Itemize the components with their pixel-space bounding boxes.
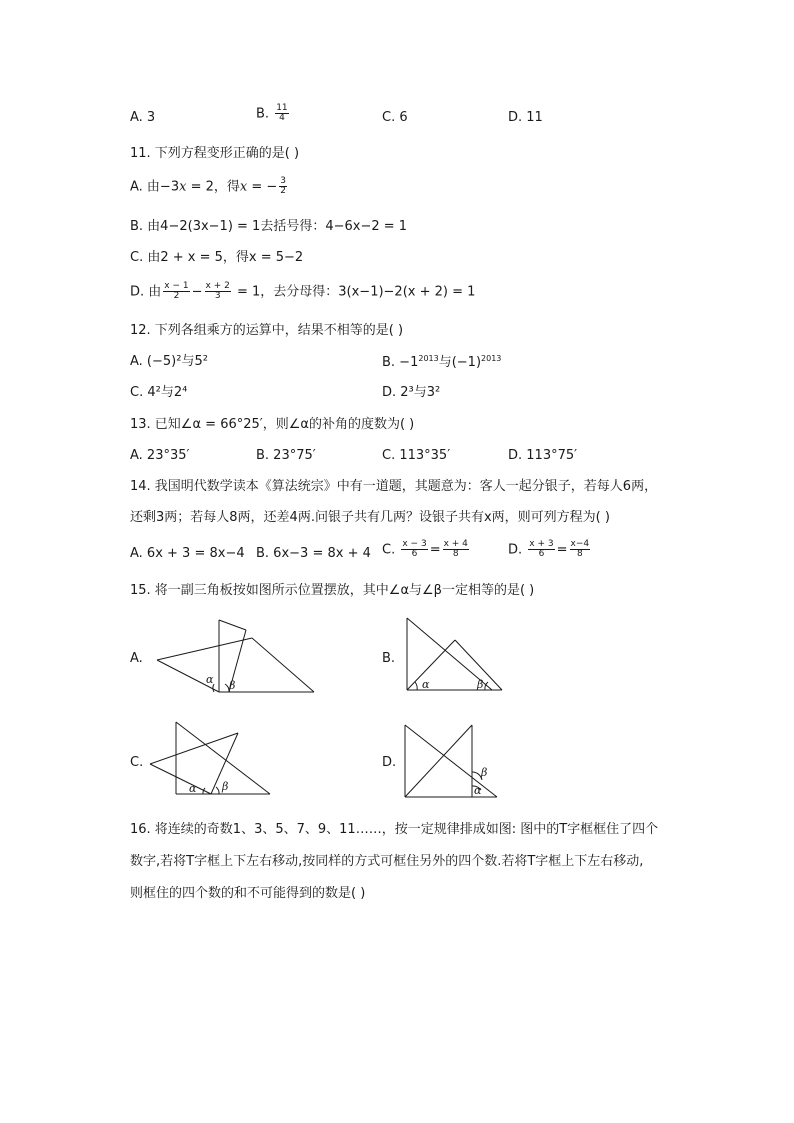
q10-option-c: C. 6 xyxy=(382,110,408,125)
q10-option-b-fraction: $\frac{11}{4}$ xyxy=(276,103,288,124)
q13-option-b: B. 23°75′ xyxy=(256,448,316,463)
q15-label-a: A. xyxy=(130,651,143,666)
q14-option-b: B. 6x−3 = 8x + 4 xyxy=(256,546,371,561)
fig-b-alpha: α xyxy=(422,678,430,691)
q15-label-d: D. xyxy=(382,755,397,770)
q15-label-c: C. xyxy=(130,755,144,770)
q10-option-a: A. 3 xyxy=(130,110,156,125)
q13-option-d: D. 113°75′ xyxy=(508,448,578,463)
q11-option-a: A. 由−3x = 2，得x = − $\frac{3}{2}$ xyxy=(130,176,287,197)
figure-b xyxy=(407,618,502,691)
q13-option-c: C. 113°35′ xyxy=(382,448,451,463)
q14-stem-line2: 还剩3两；若每人8两，还差4两.问银子共有几两？设银子共有x两，则可列方程为( ) xyxy=(130,510,610,525)
q11-option-c: C. 由2 + x = 5，得x = 5−2 xyxy=(130,250,304,265)
figure-d xyxy=(405,725,497,797)
figure-a xyxy=(157,620,314,692)
q15-label-b: B. xyxy=(382,651,396,666)
fig-b-beta: β xyxy=(477,678,484,691)
q10-option-d: D. 11 xyxy=(508,110,543,125)
figure-c xyxy=(150,722,270,795)
q11-stem: 11. 下列方程变形正确的是( ) xyxy=(130,146,300,161)
q12-option-b: B. $-1^{2013}$与$(-1)^{2013}$ xyxy=(382,354,502,370)
q11-a-fraction: $\frac{3}{2}$ xyxy=(280,176,287,197)
q16-stem-line2: 数字,若将T字框上下左右移动,按同样的方式可框住另外的四个数.若将T字框上下左右移动, xyxy=(130,854,644,869)
fig-a-alpha: α xyxy=(206,673,214,686)
q14-stem-line1: 14. 我国明代数学读本《算法统宗》中有一道题，其题意为：客人一起分银子，若每人6两， xyxy=(130,479,658,494)
q14-option-d: D. $\frac{x + 3}{6}$ = $\frac{x-4}{8}$ xyxy=(508,539,590,560)
q15-stem: 15. 将一副三角板按如图所示位置摆放，其中∠α与∠β一定相等的是( ) xyxy=(130,583,535,598)
q16-stem-line3: 则框住的四个数的和不可能得到的数是( ) xyxy=(130,886,366,901)
fig-c-alpha: α xyxy=(189,782,197,795)
q13-stem: 13. 已知∠α = 66°25′，则∠α的补角的度数为( ) xyxy=(130,417,415,432)
q12-option-a: A. (−5)²与5² xyxy=(130,354,208,369)
fig-c-beta: β xyxy=(222,780,229,793)
q10-option-b xyxy=(256,104,291,124)
fig-a-beta: β xyxy=(229,679,236,692)
fig-d-beta: β xyxy=(481,766,488,779)
q12-option-d: D. 2³与3² xyxy=(382,385,441,400)
q11-option-d: D. 由 $\frac{x - 1}{2}$ − $\frac{x + 2}{3}$ = 1，去分母得：3(x−1)−2(x + 2) = 1 xyxy=(130,281,476,302)
q12-option-c: C. 4²与2⁴ xyxy=(130,385,188,400)
fig-d-alpha: α xyxy=(474,784,482,797)
q14-option-a: A. 6x + 3 = 8x−4 xyxy=(130,546,245,561)
q11-option-b: B. 由4−2(3x−1) = 1去括号得：4−6x−2 = 1 xyxy=(130,219,408,234)
q16-stem-line1: 16. 将连续的奇数1、3、5、7、9、11……，按一定规律排成如图: 图中的T字框框住了四个 xyxy=(130,822,659,837)
q12-stem: 12. 下列各组乘方的运算中，结果不相等的是( ) xyxy=(130,323,404,338)
q10-option-b-label: B. xyxy=(256,106,270,122)
q13-option-a: A. 23°35′ xyxy=(130,448,190,463)
q14-option-c: C. $\frac{x - 3}{6}$ = $\frac{x + 4}{8}$ xyxy=(382,539,468,560)
